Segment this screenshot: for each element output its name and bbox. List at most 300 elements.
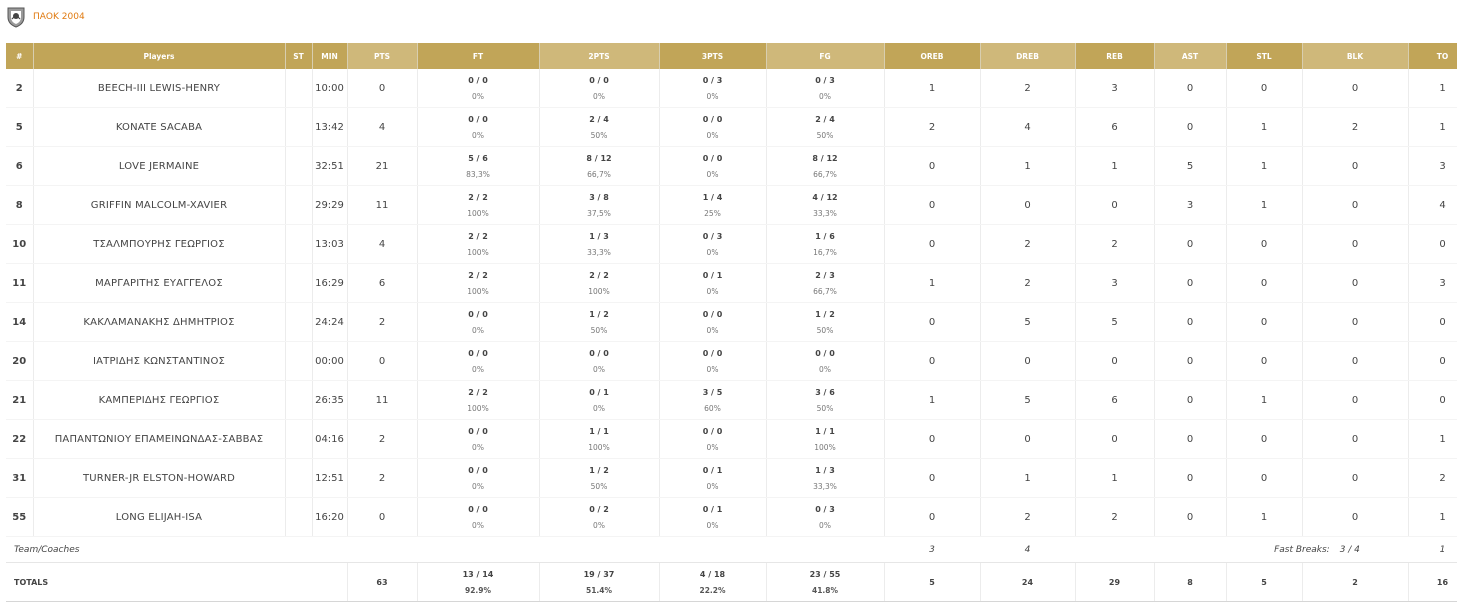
player-3pts-made: 0 / 0 [702, 153, 723, 163]
player-blk: 0 [1302, 459, 1408, 498]
player-ft [417, 342, 539, 381]
player-stl: 0 [1226, 69, 1302, 108]
table-row [6, 147, 1457, 186]
table-row [6, 69, 1457, 108]
player-3pts-made: 0 / 0 [702, 309, 723, 319]
player-3pts-made: 0 / 1 [702, 504, 723, 514]
player-number: 20 [6, 342, 33, 381]
totals-reb: 29 [1075, 563, 1154, 602]
player-2pts-made: 2 / 2 [589, 270, 609, 280]
player-2pts-pct: 50% [590, 130, 608, 140]
player-min: 00:00 [312, 342, 347, 381]
col-header-stl[interactable]: STL [1226, 43, 1302, 69]
player-3pts [659, 498, 766, 537]
player-blk: 0 [1302, 381, 1408, 420]
player-3pts-pct: 0% [706, 169, 719, 179]
player-3pts-pct: 25% [704, 208, 721, 218]
player-min: 13:03 [312, 225, 347, 264]
player-fg-pct: 50% [816, 403, 834, 413]
player-2pts-pct: 0% [593, 403, 605, 413]
player-oreb: 0 [884, 498, 980, 537]
col-header-st[interactable]: ST [285, 43, 312, 69]
player-st [285, 420, 312, 459]
player-fg [766, 342, 884, 381]
player-fg-pct: 50% [816, 325, 834, 335]
player-dreb: 4 [980, 108, 1075, 147]
fast-breaks-value: 3 / 4 [1339, 544, 1360, 555]
player-number: 21 [6, 381, 33, 420]
col-header-players[interactable]: Players [33, 43, 285, 69]
player-blk: 0 [1302, 69, 1408, 108]
totals-stl: 5 [1226, 563, 1302, 602]
player-fg [766, 225, 884, 264]
player-reb: 0 [1075, 420, 1154, 459]
totals-ft-pct: 92.9% [464, 585, 492, 595]
team-name-link[interactable]: ΠΑΟΚ 2004 [33, 12, 85, 22]
player-number: 6 [6, 147, 33, 186]
player-to: 4 [1408, 186, 1457, 225]
player-blk: 0 [1302, 225, 1408, 264]
totals-2pts [539, 563, 659, 602]
totals-2pts-pct: 51.4% [585, 585, 613, 595]
player-pts: 0 [347, 69, 417, 108]
player-pts: 4 [347, 225, 417, 264]
totals-pts: 63 [347, 563, 417, 602]
player-fg-pct: 66,7% [813, 286, 837, 296]
player-number: 2 [6, 69, 33, 108]
player-st [285, 459, 312, 498]
table-row [6, 108, 1457, 147]
player-2pts [539, 186, 659, 225]
player-ft-made: 5 / 6 [468, 153, 488, 163]
player-number: 11 [6, 264, 33, 303]
col-header-oreb[interactable]: OREB [884, 43, 980, 69]
player-blk: 0 [1302, 303, 1408, 342]
player-reb: 2 [1075, 225, 1154, 264]
col-header-to[interactable]: TO [1408, 43, 1457, 69]
player-blk: 0 [1302, 420, 1408, 459]
player-ast: 0 [1154, 381, 1226, 420]
team-ast [1154, 537, 1226, 563]
player-2pts-made: 0 / 0 [589, 75, 609, 85]
player-name[interactable]: ΚΑΚΛΑΜΑΝΑΚΗΣ ΔΗΜΗΤΡΙΟΣ [33, 303, 285, 342]
player-fg-made: 3 / 6 [815, 387, 835, 397]
player-2pts [539, 108, 659, 147]
player-3pts-pct: 60% [704, 403, 721, 413]
player-stl: 1 [1226, 108, 1302, 147]
player-3pts [659, 147, 766, 186]
player-dreb: 2 [980, 264, 1075, 303]
player-ft-made: 0 / 0 [468, 426, 488, 436]
player-name[interactable]: TURNER-JR ELSTON-HOWARD [33, 459, 285, 498]
player-ft [417, 420, 539, 459]
player-oreb: 0 [884, 420, 980, 459]
totals-ft [417, 563, 539, 602]
player-fg-made: 2 / 4 [815, 114, 835, 124]
player-number: 10 [6, 225, 33, 264]
player-2pts-pct: 50% [590, 481, 608, 491]
player-dreb: 2 [980, 225, 1075, 264]
totals-fg-made: 23 / 55 [809, 569, 841, 579]
player-2pts-made: 2 / 4 [589, 114, 609, 124]
player-ast: 0 [1154, 498, 1226, 537]
player-2pts-pct: 66,7% [587, 169, 611, 179]
player-blk: 0 [1302, 186, 1408, 225]
player-3pts-pct: 0% [706, 247, 719, 257]
player-pts: 0 [347, 498, 417, 537]
player-fg-made: 4 / 12 [812, 192, 838, 202]
totals-ft-made: 13 / 14 [462, 569, 494, 579]
player-to: 2 [1408, 459, 1457, 498]
player-2pts-pct: 100% [588, 442, 610, 452]
col-header-number[interactable]: # [6, 43, 33, 69]
player-to: 0 [1408, 303, 1457, 342]
player-fg-made: 0 / 3 [815, 75, 835, 85]
player-dreb: 2 [980, 69, 1075, 108]
player-3pts-pct: 0% [706, 481, 719, 491]
player-ft-pct: 100% [467, 247, 489, 257]
player-3pts-pct: 0% [706, 520, 719, 530]
player-fg-pct: 100% [814, 442, 836, 452]
player-stl: 1 [1226, 186, 1302, 225]
col-header-fg[interactable]: FG [766, 43, 884, 69]
player-name[interactable]: ΜΑΡΓΑΡΙΤΗΣ ΕΥΑΓΓΕΛΟΣ [33, 264, 285, 303]
player-stl: 0 [1226, 420, 1302, 459]
player-2pts [539, 459, 659, 498]
player-st [285, 303, 312, 342]
player-st [285, 108, 312, 147]
player-2pts [539, 147, 659, 186]
player-pts: 6 [347, 264, 417, 303]
table-row [6, 303, 1457, 342]
player-fg-pct: 50% [816, 130, 834, 140]
player-to: 0 [1408, 342, 1457, 381]
player-ft-made: 2 / 2 [468, 387, 488, 397]
player-2pts [539, 498, 659, 537]
player-name[interactable]: GRIFFIN MALCOLM-XAVIER [33, 186, 285, 225]
player-3pts [659, 225, 766, 264]
player-3pts-made: 0 / 0 [702, 348, 723, 358]
player-min: 26:35 [312, 381, 347, 420]
player-dreb: 2 [980, 498, 1075, 537]
box-score-table [6, 43, 1457, 602]
player-3pts-pct: 0% [706, 91, 719, 101]
player-3pts-pct: 0% [706, 325, 719, 335]
player-st [285, 69, 312, 108]
player-ft [417, 186, 539, 225]
col-header-2pts[interactable]: 2PTS [539, 43, 659, 69]
player-name[interactable]: ΚΑΜΠΕΡΙΔΗΣ ΓΕΩΡΓΙΟΣ [33, 381, 285, 420]
player-ast: 0 [1154, 108, 1226, 147]
player-pts: 2 [347, 303, 417, 342]
player-ft-pct: 0% [472, 325, 484, 335]
player-pts: 2 [347, 459, 417, 498]
player-fg-pct: 33,3% [813, 481, 837, 491]
player-reb: 1 [1075, 147, 1154, 186]
player-stl: 0 [1226, 303, 1302, 342]
col-header-3pts[interactable]: 3PTS [659, 43, 766, 69]
player-stl: 0 [1226, 264, 1302, 303]
player-fg-made: 1 / 6 [815, 231, 835, 241]
table-header-row [6, 43, 1457, 69]
player-3pts-pct: 0% [706, 442, 719, 452]
totals-row [6, 563, 1457, 602]
player-min: 12:51 [312, 459, 347, 498]
team-oreb: 3 [884, 537, 980, 563]
col-header-reb[interactable]: REB [1075, 43, 1154, 69]
player-reb: 6 [1075, 108, 1154, 147]
player-3pts [659, 69, 766, 108]
team-header [6, 6, 85, 28]
table-row [6, 498, 1457, 537]
player-2pts [539, 69, 659, 108]
player-ft-made: 2 / 2 [468, 270, 488, 280]
player-ast: 0 [1154, 420, 1226, 459]
player-st [285, 225, 312, 264]
player-reb: 1 [1075, 459, 1154, 498]
player-fg [766, 186, 884, 225]
player-to: 0 [1408, 225, 1457, 264]
player-fg-made: 0 / 3 [815, 504, 835, 514]
player-stl: 0 [1226, 225, 1302, 264]
player-fg [766, 498, 884, 537]
player-stl: 1 [1226, 381, 1302, 420]
player-2pts [539, 381, 659, 420]
player-3pts [659, 264, 766, 303]
player-ft-pct: 100% [467, 208, 489, 218]
player-dreb: 0 [980, 186, 1075, 225]
totals-ast: 8 [1154, 563, 1226, 602]
player-3pts [659, 459, 766, 498]
totals-label: TOTALS [6, 563, 347, 602]
player-number: 22 [6, 420, 33, 459]
player-min: 04:16 [312, 420, 347, 459]
player-st [285, 264, 312, 303]
player-blk: 0 [1302, 342, 1408, 381]
player-st [285, 381, 312, 420]
player-st [285, 186, 312, 225]
player-ft-pct: 0% [472, 442, 484, 452]
player-oreb: 2 [884, 108, 980, 147]
player-3pts [659, 420, 766, 459]
player-2pts [539, 264, 659, 303]
player-2pts-made: 0 / 1 [589, 387, 609, 397]
player-fg-made: 1 / 2 [815, 309, 835, 319]
player-pts: 11 [347, 186, 417, 225]
player-ft-made: 0 / 0 [468, 504, 488, 514]
player-name[interactable]: LOVE JERMAINE [33, 147, 285, 186]
player-ast: 3 [1154, 186, 1226, 225]
player-3pts [659, 186, 766, 225]
totals-to: 16 [1408, 563, 1457, 602]
player-dreb: 0 [980, 342, 1075, 381]
player-2pts [539, 342, 659, 381]
table-row [6, 342, 1457, 381]
player-2pts-pct: 0% [593, 364, 605, 374]
team-crest-icon [6, 6, 26, 28]
player-ft-made: 0 / 0 [468, 348, 488, 358]
col-header-blk[interactable]: BLK [1302, 43, 1408, 69]
player-oreb: 0 [884, 147, 980, 186]
player-3pts-made: 3 / 5 [702, 387, 723, 397]
player-fg-pct: 66,7% [813, 169, 837, 179]
player-dreb: 1 [980, 147, 1075, 186]
player-blk: 2 [1302, 108, 1408, 147]
player-to: 1 [1408, 108, 1457, 147]
player-3pts [659, 342, 766, 381]
player-2pts-made: 3 / 8 [589, 192, 609, 202]
player-name[interactable]: KONATE SACABA [33, 108, 285, 147]
col-header-min[interactable]: MIN [312, 43, 347, 69]
player-reb: 3 [1075, 264, 1154, 303]
player-ft [417, 498, 539, 537]
player-to: 1 [1408, 69, 1457, 108]
player-min: 13:42 [312, 108, 347, 147]
player-min: 24:24 [312, 303, 347, 342]
player-fg-pct: 0% [819, 364, 831, 374]
player-fg-made: 0 / 0 [815, 348, 835, 358]
player-2pts-made: 1 / 2 [589, 309, 609, 319]
player-fg-made: 2 / 3 [815, 270, 835, 280]
player-3pts-pct: 0% [706, 130, 719, 140]
player-ft [417, 225, 539, 264]
player-ft-pct: 0% [472, 364, 484, 374]
player-fg [766, 69, 884, 108]
fast-breaks [1226, 537, 1408, 563]
player-ft-made: 0 / 0 [468, 465, 488, 475]
player-2pts-made: 8 / 12 [586, 153, 612, 163]
totals-dreb: 24 [980, 563, 1075, 602]
table-row [6, 264, 1457, 303]
player-reb: 2 [1075, 498, 1154, 537]
player-fg [766, 147, 884, 186]
player-name[interactable]: LONG ELIJAH-ISA [33, 498, 285, 537]
player-fg [766, 420, 884, 459]
player-stl: 0 [1226, 459, 1302, 498]
table-row [6, 186, 1457, 225]
player-dreb: 5 [980, 381, 1075, 420]
player-2pts-made: 0 / 0 [589, 348, 609, 358]
player-fg-made: 1 / 1 [815, 426, 835, 436]
player-3pts [659, 303, 766, 342]
table-row [6, 459, 1457, 498]
player-reb: 3 [1075, 69, 1154, 108]
player-3pts [659, 381, 766, 420]
player-blk: 0 [1302, 147, 1408, 186]
player-blk: 0 [1302, 264, 1408, 303]
player-fg-made: 8 / 12 [812, 153, 838, 163]
player-pts: 11 [347, 381, 417, 420]
player-oreb: 0 [884, 303, 980, 342]
player-min: 16:29 [312, 264, 347, 303]
player-fg-pct: 0% [819, 91, 831, 101]
player-ft-pct: 83,3% [466, 169, 490, 179]
table-row [6, 381, 1457, 420]
player-ft-made: 0 / 0 [468, 75, 488, 85]
player-2pts-made: 1 / 2 [589, 465, 609, 475]
player-to: 1 [1408, 498, 1457, 537]
player-pts: 2 [347, 420, 417, 459]
player-dreb: 1 [980, 459, 1075, 498]
player-ast: 5 [1154, 147, 1226, 186]
totals-blk: 2 [1302, 563, 1408, 602]
player-to: 0 [1408, 381, 1457, 420]
player-ast: 0 [1154, 69, 1226, 108]
player-oreb: 0 [884, 225, 980, 264]
player-fg-pct: 16,7% [813, 247, 837, 257]
player-stl: 0 [1226, 342, 1302, 381]
player-3pts-made: 0 / 3 [702, 75, 723, 85]
player-3pts-made: 0 / 1 [702, 465, 723, 475]
player-name[interactable]: BEECH-III LEWIS-HENRY [33, 69, 285, 108]
col-header-pts[interactable]: PTS [347, 43, 417, 69]
player-number: 5 [6, 108, 33, 147]
totals-2pts-made: 19 / 37 [583, 569, 615, 579]
player-to: 3 [1408, 147, 1457, 186]
player-fg-made: 1 / 3 [815, 465, 835, 475]
player-2pts [539, 420, 659, 459]
player-reb: 6 [1075, 381, 1154, 420]
player-number: 31 [6, 459, 33, 498]
player-ft [417, 147, 539, 186]
player-reb: 0 [1075, 186, 1154, 225]
player-dreb: 5 [980, 303, 1075, 342]
totals-fg-pct: 41.8% [811, 585, 839, 595]
player-reb: 5 [1075, 303, 1154, 342]
player-ft-made: 0 / 0 [468, 309, 488, 319]
player-3pts-made: 0 / 1 [702, 270, 723, 280]
player-name[interactable]: ΙΑΤΡΙΔΗΣ ΚΩΝΣΤΑΝΤΙΝΟΣ [33, 342, 285, 381]
player-oreb: 0 [884, 186, 980, 225]
player-2pts-made: 1 / 3 [589, 231, 609, 241]
col-header-ast[interactable]: AST [1154, 43, 1226, 69]
player-dreb: 0 [980, 420, 1075, 459]
col-header-dreb[interactable]: DREB [980, 43, 1075, 69]
player-name[interactable]: ΠΑΠΑΝΤΩΝΙΟΥ ΕΠΑΜΕΙΝΩΝΔΑΣ-ΣΑΒΒΑΣ [33, 420, 285, 459]
player-fg [766, 264, 884, 303]
player-to: 3 [1408, 264, 1457, 303]
team-coaches-row [6, 537, 1457, 563]
player-fg [766, 459, 884, 498]
table-row [6, 225, 1457, 264]
col-header-ft[interactable]: FT [417, 43, 539, 69]
totals-3pts [659, 563, 766, 602]
totals-3pts-pct: 22.2% [699, 585, 726, 595]
fast-breaks-label: Fast Breaks: [1274, 544, 1330, 555]
player-2pts [539, 225, 659, 264]
player-ast: 0 [1154, 225, 1226, 264]
player-3pts [659, 108, 766, 147]
player-number: 14 [6, 303, 33, 342]
player-fg-pct: 0% [819, 520, 831, 530]
player-ft-made: 2 / 2 [468, 231, 488, 241]
player-to: 1 [1408, 420, 1457, 459]
player-fg [766, 303, 884, 342]
player-blk: 0 [1302, 498, 1408, 537]
player-3pts-made: 0 / 3 [702, 231, 723, 241]
totals-oreb: 5 [884, 563, 980, 602]
player-stl: 1 [1226, 147, 1302, 186]
player-ft [417, 108, 539, 147]
player-2pts [539, 303, 659, 342]
player-ft [417, 303, 539, 342]
player-2pts-pct: 0% [593, 520, 605, 530]
player-2pts-made: 1 / 1 [589, 426, 609, 436]
team-dreb: 4 [980, 537, 1075, 563]
player-ast: 0 [1154, 459, 1226, 498]
team-to: 1 [1408, 537, 1457, 563]
player-name[interactable]: ΤΣΑΛΜΠΟΥΡΗΣ ΓΕΩΡΓΙΟΣ [33, 225, 285, 264]
